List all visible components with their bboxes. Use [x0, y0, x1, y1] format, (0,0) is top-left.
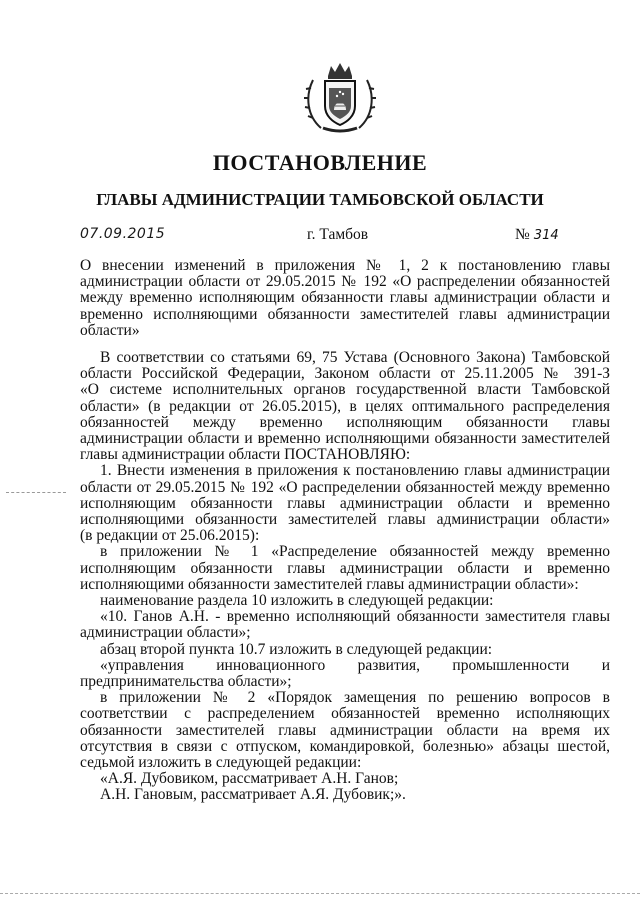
- body-line: В соответствии со статьями 69, 75 Устава (Основного Закона) Тамбовской: [100, 349, 610, 366]
- body-line: 1. Внести изменения в приложения к постановлению главы администрации: [100, 462, 610, 480]
- body-line: соответствии с распределением обязанностей временно исполняющих: [80, 705, 610, 723]
- handwritten-date: 07.09.2015: [80, 226, 166, 242]
- body-line: области от 29.05.2015 № 192 «О распределении обязанностей между временно: [80, 478, 610, 496]
- body-line: в приложении № 1 «Распределение обязанностей между временно: [100, 543, 610, 561]
- body-line: исполняющими обязанности заместителей главы администрации области»:: [80, 575, 579, 593]
- body-line: отсутствия в связи с отпуском, командировкой, болезнью» абзацы шестой,: [80, 737, 610, 755]
- body-line: предпринимательства области»;: [80, 673, 292, 691]
- coat-of-arms-emblem: [301, 58, 379, 136]
- subject-line: области»: [80, 321, 140, 339]
- page-bottom-rule: [0, 893, 640, 894]
- document-body: [80, 350, 610, 804]
- body-line: (в редакции от 25.06.2015):: [80, 527, 260, 545]
- body-line: А.Н. Гановым, рассматривает А.Я. Дубовик;».: [100, 786, 406, 804]
- body-line: исполняющим обязанности главы администрации области и временно: [80, 559, 610, 577]
- body-line: обязанности заместителей главы администрации области на время их: [80, 721, 610, 739]
- document-number: [515, 226, 559, 244]
- body-line: области Российской Федерации, Законом области от 25.11.2005 № 391-З: [80, 365, 610, 383]
- body-line: исполняющими обязанности заместителей главы администрации области»: [80, 511, 610, 529]
- body-line: «О системе исполнительных органов государственной власти Тамбовской: [80, 381, 610, 399]
- margin-mark: [6, 492, 66, 493]
- body-line: «А.Я. Дубовиком, рассматривает А.Н. Ганов;: [100, 770, 399, 788]
- body-line: обязанностей между временно исполняющим обязанности главы: [80, 413, 610, 431]
- body-line: в приложении № 2 «Порядок замещения по решению вопросов в: [100, 689, 610, 707]
- date-city-number-line: [80, 226, 610, 248]
- subject-line: между временно исполняющим обязанности главы администрации области и: [80, 289, 610, 307]
- body-line: наименование раздела 10 изложить в следующей редакции:: [100, 592, 494, 610]
- body-line: исполняющим обязанности главы администрации области и временно: [80, 494, 610, 512]
- body-line: администрации области»;: [80, 624, 251, 642]
- city-label: г. Тамбов: [307, 226, 369, 243]
- subject-line: администрации области от 29.05.2015 № 192 «О распределении обязанностей: [80, 273, 610, 291]
- body-line: главы администрации области ПОСТАНОВЛЯЮ:: [80, 446, 411, 464]
- handwritten-number: 314: [533, 228, 559, 243]
- body-line: администрации области и временно исполняющими обязанности заместителей: [80, 430, 610, 448]
- document-title: ПОСТАНОВЛЕНИЕ: [212, 150, 428, 175]
- body-line: седьмой изложить в следующей редакции:: [80, 754, 362, 772]
- number-sign: №: [515, 226, 530, 243]
- subject-line: временно исполняющими обязанности заместителей главы администрации: [80, 305, 610, 323]
- body-line: «управления инновационного развития, промышленности и: [100, 656, 610, 674]
- subject-line: О внесении изменений в приложения № 1, 2 к постановлению главы: [80, 257, 610, 274]
- body-line: абзац второй пункта 10.7 изложить в следующей редакции:: [100, 640, 493, 658]
- body-line: области» (в редакции от 26.05.2015), в целях оптимального распределения: [80, 397, 610, 415]
- subject-paragraph: [80, 258, 610, 339]
- document-subtitle: ГЛАВЫ АДМИНИСТРАЦИИ ТАМБОВСКОЙ ОБЛАСТИ: [96, 190, 544, 209]
- body-line: «10. Ганов А.Н. - временно исполняющий обязанности заместителя главы: [100, 608, 610, 626]
